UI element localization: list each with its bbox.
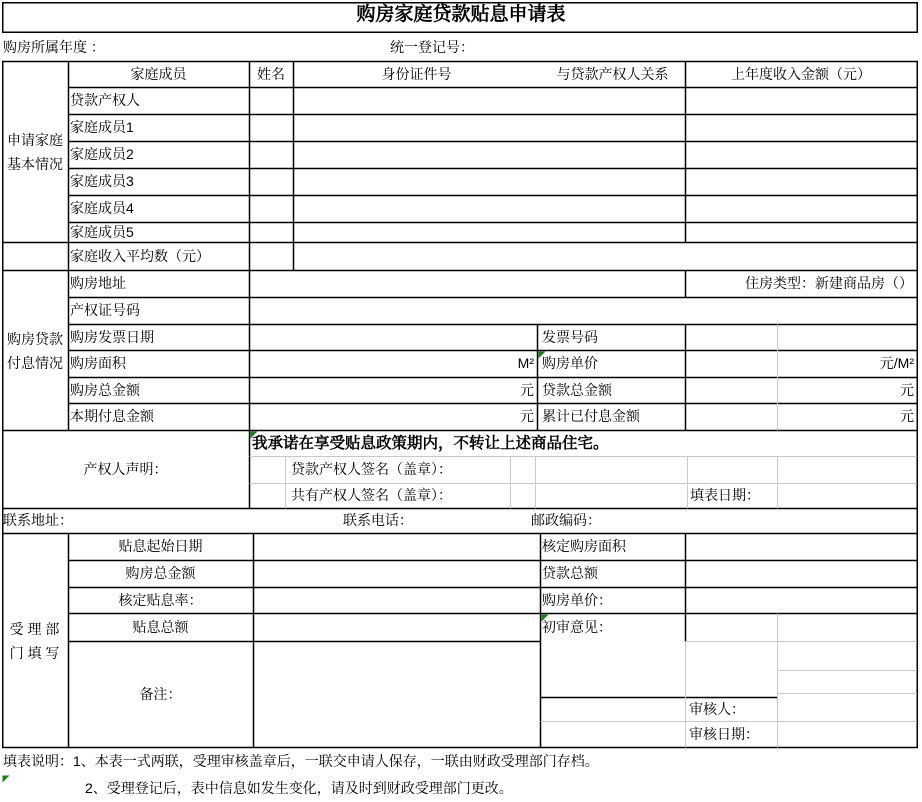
row-label-invoice-date: 购房发票日期 bbox=[70, 329, 154, 345]
input-member4-relation[interactable] bbox=[540, 195, 685, 222]
house-total-unit-label: 元 bbox=[520, 382, 534, 398]
row-label-area: 购房面积 bbox=[70, 355, 126, 371]
row-label-avg-income: 家庭收入平均数（元） bbox=[70, 248, 210, 264]
page-title: 购房家庭贷款贴息申请表 bbox=[356, 4, 566, 25]
input-member5-relation[interactable] bbox=[540, 222, 685, 242]
input-registry-no[interactable] bbox=[480, 33, 917, 61]
row-label-subsidy-total: 贴息总额 bbox=[132, 619, 189, 635]
section-label-acceptance bbox=[2, 534, 67, 747]
co-owner-sign-label: 共有产权人签名（盖章）： bbox=[291, 487, 452, 503]
row-label-member5: 家庭成员5 bbox=[70, 224, 134, 240]
input-member2-name[interactable] bbox=[249, 141, 293, 168]
comment-marker-icon bbox=[3, 776, 10, 783]
input-first-review[interactable] bbox=[685, 613, 917, 697]
input-subsidy-total[interactable] bbox=[253, 613, 540, 641]
input-member4-income[interactable] bbox=[685, 195, 917, 222]
input-member3-income[interactable] bbox=[685, 168, 917, 195]
input-subsidy-start-date[interactable] bbox=[253, 533, 540, 560]
col-header-income: 上年度收入金额（元） bbox=[731, 66, 871, 82]
input-co-owner-signature[interactable] bbox=[470, 483, 687, 508]
period-interest-unit-label: 元 bbox=[520, 408, 534, 424]
input-house-area[interactable] bbox=[249, 350, 429, 377]
loan-total-label: 贷款总金额 bbox=[542, 382, 612, 398]
col-header-id-number: 身份证件号 bbox=[381, 66, 452, 82]
input-cum-interest[interactable] bbox=[685, 403, 800, 430]
section-label-family bbox=[2, 62, 68, 242]
section-label-loan bbox=[2, 271, 68, 430]
input-loan-amount[interactable] bbox=[685, 560, 917, 587]
declaration-promise-text: 我承诺在享受贴息政策期内，不转让上述商品住宅。 bbox=[252, 435, 609, 452]
row-label-house-total: 购房总金额 bbox=[70, 382, 140, 398]
input-family-average-income[interactable] bbox=[293, 242, 917, 270]
input-member3-id-number[interactable] bbox=[293, 168, 540, 195]
row-label-subsidy-rate: 核定贴息率： bbox=[118, 592, 203, 608]
row-label-member2: 家庭成员2 bbox=[70, 146, 134, 162]
input-member1-name[interactable] bbox=[249, 114, 293, 141]
input-remark[interactable] bbox=[253, 641, 540, 747]
input-house-total[interactable] bbox=[249, 377, 429, 403]
row-label-owner: 贷款产权人 bbox=[70, 92, 140, 108]
input-year[interactable] bbox=[110, 33, 385, 61]
year-label: 购房所属年度 ： bbox=[3, 39, 105, 55]
input-member5-name[interactable] bbox=[249, 222, 293, 242]
contact-phone-label: 联系电话： bbox=[343, 512, 413, 528]
row-label-confirmed-price: 购房单价： bbox=[542, 592, 612, 608]
input-member4-name[interactable] bbox=[249, 195, 293, 222]
loan-total-unit-label: 元 bbox=[900, 382, 914, 398]
input-contact-address[interactable] bbox=[75, 508, 340, 533]
input-member2-relation[interactable] bbox=[540, 141, 685, 168]
cum-interest-unit-label: 元 bbox=[900, 408, 914, 424]
note-line1: 填表说明：1、本表一式两联，受理审核盖章后，一联交申请人保存，一联由财政受理部门存档。 bbox=[3, 753, 599, 769]
input-owner-income[interactable] bbox=[685, 87, 917, 114]
section-label-family-line2: 基本情况 bbox=[7, 156, 63, 172]
section-label-acceptance-line2: 门 填 写 bbox=[9, 644, 60, 661]
input-member3-relation[interactable] bbox=[540, 168, 685, 195]
section-label-loan-line1: 购房贷款 bbox=[7, 330, 63, 347]
input-member3-name[interactable] bbox=[249, 168, 293, 195]
cum-interest-label: 累计已付息金额 bbox=[542, 408, 640, 424]
input-unit-price[interactable] bbox=[685, 350, 800, 377]
unit-price-label: 购房单价 bbox=[542, 355, 598, 371]
note-line2: 2、受理登记后，表中信息如发生变化，请及时到财政受理部门更改。 bbox=[85, 780, 513, 796]
input-confirmed-area[interactable] bbox=[685, 533, 917, 560]
fill-date-label: 填表日期： bbox=[690, 487, 760, 503]
input-member2-income[interactable] bbox=[685, 141, 917, 168]
input-member1-income[interactable] bbox=[685, 114, 917, 141]
input-owner-name[interactable] bbox=[249, 87, 293, 114]
invoice-no-label: 发票号码 bbox=[542, 329, 598, 345]
input-owner-signature[interactable] bbox=[470, 456, 687, 483]
housing-type-label: 住房类型：新建商品房（） bbox=[745, 275, 913, 291]
col-header-name: 姓名 bbox=[257, 66, 285, 82]
row-label-member4: 家庭成员4 bbox=[70, 200, 134, 216]
input-subsidy-rate[interactable] bbox=[253, 587, 540, 613]
row-label-house-total-accept: 购房总金额 bbox=[125, 565, 196, 581]
input-period-interest[interactable] bbox=[249, 403, 429, 430]
section-label-family-line1: 申请家庭 bbox=[7, 132, 63, 148]
input-member5-income[interactable] bbox=[685, 222, 917, 242]
unit-price-unit-label: 元/M² bbox=[879, 355, 914, 371]
col-header-relation: 与贷款产权人关系 bbox=[556, 66, 669, 82]
row-label-loan-amount: 贷款总额 bbox=[542, 565, 598, 581]
section-label-acceptance-line1: 受 理 部 bbox=[9, 620, 60, 637]
input-member1-id-number[interactable] bbox=[293, 114, 540, 141]
reviewer-label: 审核人： bbox=[689, 701, 745, 717]
input-contact-phone[interactable] bbox=[415, 508, 528, 533]
row-label-member3: 家庭成员3 bbox=[70, 173, 134, 189]
zip-label: 邮政编码： bbox=[531, 512, 601, 528]
section-label-loan-line2: 付息情况 bbox=[7, 354, 63, 371]
input-zip-code[interactable] bbox=[603, 508, 917, 533]
input-loan-total[interactable] bbox=[685, 377, 800, 403]
input-reviewer[interactable] bbox=[778, 697, 917, 721]
declaration-label: 产权人声明： bbox=[83, 461, 168, 477]
row-label-confirmed-area: 核定购房面积 bbox=[542, 538, 626, 554]
registry-label: 统一登记号： bbox=[390, 39, 474, 55]
input-member4-id-number[interactable] bbox=[293, 195, 540, 222]
row-label-address: 购房地址 bbox=[70, 275, 126, 291]
contact-address-label: 联系地址： bbox=[3, 512, 73, 528]
col-header-member: 家庭成员 bbox=[130, 66, 187, 82]
input-house-address[interactable] bbox=[249, 270, 685, 297]
owner-sign-label: 贷款产权人签名（盖章）： bbox=[291, 461, 452, 477]
input-confirmed-unit-price[interactable] bbox=[685, 587, 917, 613]
row-label-first-review: 初审意见： bbox=[542, 619, 612, 635]
input-review-date[interactable] bbox=[778, 721, 917, 747]
input-cert-no[interactable] bbox=[249, 297, 917, 324]
row-label-period-interest: 本期付息金额 bbox=[70, 408, 154, 424]
row-label-cert-no: 产权证号码 bbox=[70, 302, 140, 318]
review-date-label: 审核日期： bbox=[689, 726, 759, 742]
input-invoice-date[interactable] bbox=[249, 324, 537, 350]
input-member2-id-number[interactable] bbox=[293, 141, 540, 168]
input-member5-id-number[interactable] bbox=[293, 222, 540, 242]
remark-label: 备注： bbox=[139, 686, 182, 702]
area-unit-label: M² bbox=[517, 355, 534, 371]
input-member1-relation[interactable] bbox=[540, 114, 685, 141]
input-owner-relation[interactable] bbox=[540, 87, 685, 114]
input-owner-id-number[interactable] bbox=[293, 87, 540, 114]
input-fill-date[interactable] bbox=[778, 483, 917, 508]
input-house-total-accept[interactable] bbox=[253, 560, 540, 587]
row-label-member1: 家庭成员1 bbox=[70, 119, 134, 135]
row-label-subsidy-start: 贴息起始日期 bbox=[118, 538, 203, 554]
input-invoice-no[interactable] bbox=[685, 324, 917, 350]
